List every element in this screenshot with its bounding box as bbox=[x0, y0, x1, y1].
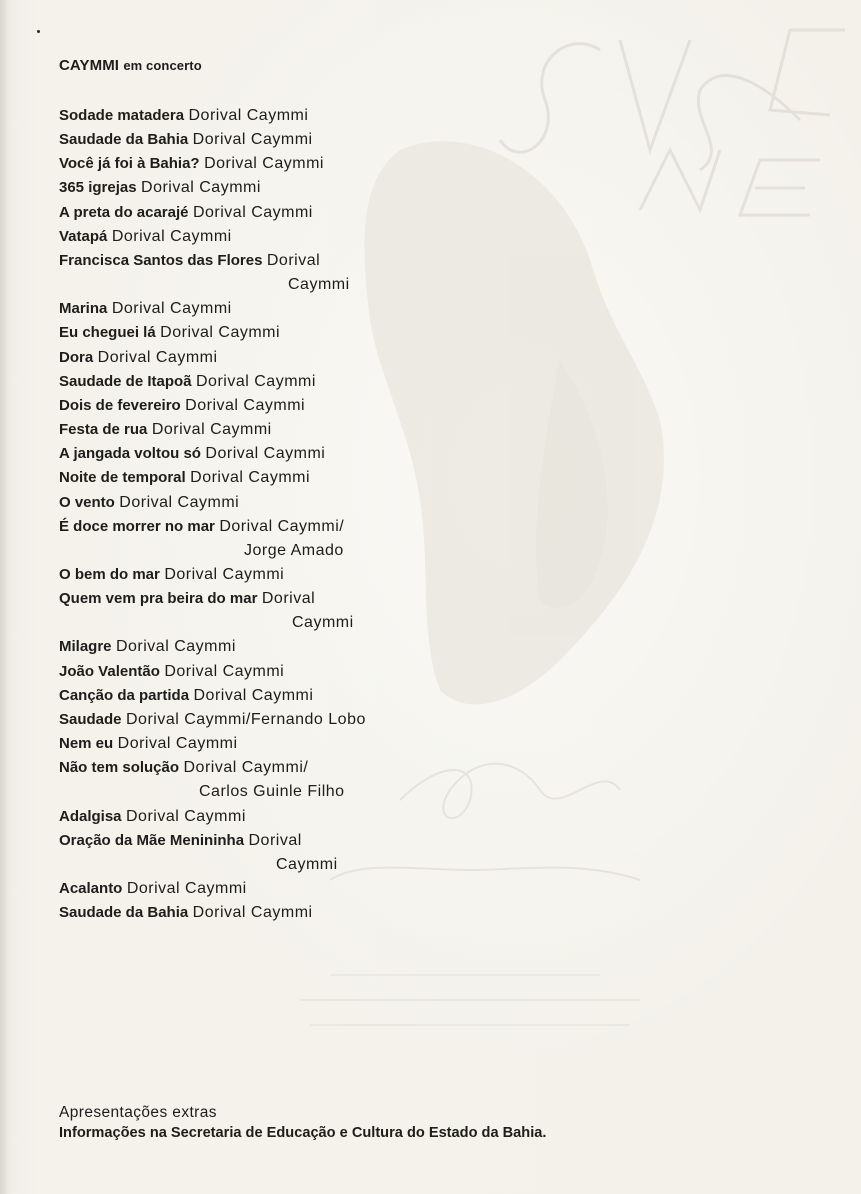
song-composer: Dorival Caymmi bbox=[111, 227, 232, 245]
song-title: Marina bbox=[59, 300, 108, 318]
song-title: Saudade bbox=[59, 710, 122, 728]
song-composer: Dorival Caymmi/ bbox=[183, 759, 309, 777]
list-item bbox=[59, 587, 366, 635]
list-item bbox=[59, 635, 366, 659]
song-composer: Dorival Caymmi bbox=[192, 904, 313, 922]
song-composer: Dorival Caymmi bbox=[164, 565, 285, 583]
list-item bbox=[59, 128, 366, 152]
song-composer: Dorival bbox=[261, 590, 316, 608]
song-composer-continued: Caymmi bbox=[276, 855, 338, 873]
song-composer: Dorival Caymmi bbox=[119, 493, 240, 511]
footer-info: Informações na Secretaria de Educação e Cultura do Estado da Bahia. bbox=[59, 1125, 547, 1141]
list-item bbox=[59, 104, 366, 128]
song-title: Dora bbox=[59, 348, 94, 366]
footer-notes bbox=[59, 1102, 546, 1144]
song-title: João Valentão bbox=[59, 662, 160, 680]
song-title: Adalgisa bbox=[59, 807, 122, 825]
song-title: Eu cheguei lá bbox=[59, 324, 156, 342]
show-through-small-lines bbox=[300, 975, 640, 1025]
list-item bbox=[59, 249, 366, 297]
song-title: Dois de fevereiro bbox=[59, 396, 181, 414]
list-item bbox=[59, 756, 366, 804]
list-item bbox=[59, 708, 366, 732]
list-item bbox=[59, 877, 366, 901]
song-composer: Dorival Caymmi bbox=[192, 131, 313, 149]
list-item bbox=[59, 901, 366, 925]
song-composer-continued: Caymmi bbox=[292, 614, 354, 632]
song-title: É doce morrer no mar bbox=[59, 517, 215, 535]
song-title: O vento bbox=[59, 493, 115, 511]
list-item bbox=[59, 176, 366, 200]
song-title: A preta do acarajé bbox=[59, 203, 189, 221]
list-item bbox=[59, 346, 366, 370]
song-composer: Dorival Caymmi bbox=[196, 372, 316, 390]
song-composer: Dorival Caymmi/Fernando Lobo bbox=[125, 710, 366, 728]
page-edge-shadow bbox=[0, 0, 8, 1194]
list-item bbox=[59, 563, 366, 587]
list-item bbox=[59, 321, 366, 345]
list-item bbox=[59, 152, 366, 176]
song-title: A jangada voltou só bbox=[59, 445, 201, 463]
song-composer: Dorival Caymmi bbox=[97, 348, 218, 366]
song-composer: Dorival Caymmi bbox=[193, 686, 314, 704]
list-item bbox=[59, 684, 366, 708]
song-composer: Dorival Caymmi bbox=[205, 445, 326, 463]
song-title: Milagre bbox=[59, 638, 112, 656]
song-composer: Dorival Caymmi bbox=[188, 107, 309, 124]
song-title: Você já foi à Bahia? bbox=[59, 155, 200, 173]
song-title: Saudade da Bahia bbox=[59, 904, 189, 922]
footer-extra-shows: Apresentações extras bbox=[59, 1104, 217, 1121]
song-title: Saudade da Bahia bbox=[59, 131, 189, 149]
list-item bbox=[59, 466, 366, 490]
list-item bbox=[59, 370, 366, 394]
song-composer: Dorival Caymmi bbox=[125, 807, 246, 825]
list-item bbox=[59, 442, 366, 466]
song-title: 365 igrejas bbox=[59, 179, 137, 197]
song-title: Festa de rua bbox=[59, 421, 148, 439]
list-item bbox=[59, 829, 366, 877]
song-composer: Dorival Caymmi bbox=[190, 469, 311, 487]
song-title: Canção da partida bbox=[59, 686, 190, 704]
song-composer: Dorival Caymmi/ bbox=[219, 517, 345, 535]
song-composer: Dorival Caymmi bbox=[126, 880, 247, 897]
song-composer: Dorival bbox=[266, 251, 321, 269]
list-item bbox=[59, 394, 366, 418]
song-title: Vatapá bbox=[59, 227, 108, 245]
song-composer-continued: Caymmi bbox=[288, 276, 350, 294]
list-item bbox=[59, 201, 366, 225]
song-composer-continued: Carlos Guinle Filho bbox=[199, 783, 345, 801]
list-item bbox=[59, 297, 366, 321]
list-item bbox=[59, 418, 366, 442]
list-item bbox=[59, 732, 366, 756]
song-composer: Dorival Caymmi bbox=[117, 735, 238, 753]
song-title: Francisca Santos das Flores bbox=[59, 251, 263, 269]
song-composer: Dorival Caymmi bbox=[160, 324, 281, 342]
list-item bbox=[59, 515, 366, 563]
song-composer: Dorival Caymmi bbox=[204, 155, 324, 173]
song-title: O bem do mar bbox=[59, 565, 160, 583]
song-composer: Dorival Caymmi bbox=[111, 300, 232, 318]
list-item bbox=[59, 805, 366, 829]
song-list bbox=[59, 104, 366, 925]
song-composer: Dorival Caymmi bbox=[185, 396, 306, 414]
title-main: CAYMMI bbox=[59, 57, 120, 74]
list-item bbox=[59, 491, 366, 515]
list-item bbox=[59, 660, 366, 684]
song-composer: Dorival Caymmi bbox=[151, 421, 272, 439]
list-item bbox=[59, 225, 366, 249]
page-title bbox=[59, 57, 202, 74]
song-composer: Dorival Caymmi bbox=[115, 638, 236, 656]
song-composer: Dorival bbox=[248, 831, 302, 849]
song-title: Saudade de Itapoã bbox=[59, 372, 192, 390]
song-composer: Dorival Caymmi bbox=[192, 203, 313, 221]
show-through-signature bbox=[330, 764, 640, 880]
song-title: Não tem solução bbox=[59, 759, 180, 777]
speck-mark bbox=[37, 30, 40, 33]
song-title: Oração da Mãe Menininha bbox=[59, 831, 245, 849]
song-title: Nem eu bbox=[59, 735, 114, 753]
show-through-portrait bbox=[364, 141, 663, 704]
song-title: Quem vem pra beira do mar bbox=[59, 590, 258, 608]
song-title: Sodade matadera bbox=[59, 107, 185, 124]
song-title: Acalanto bbox=[59, 880, 123, 897]
song-title: Noite de temporal bbox=[59, 469, 186, 487]
show-through-lettering bbox=[500, 30, 845, 215]
song-composer: Dorival Caymmi bbox=[164, 662, 285, 680]
title-rest: em concerto bbox=[123, 58, 202, 73]
song-composer-continued: Jorge Amado bbox=[244, 541, 344, 559]
song-composer: Dorival Caymmi bbox=[141, 179, 261, 197]
